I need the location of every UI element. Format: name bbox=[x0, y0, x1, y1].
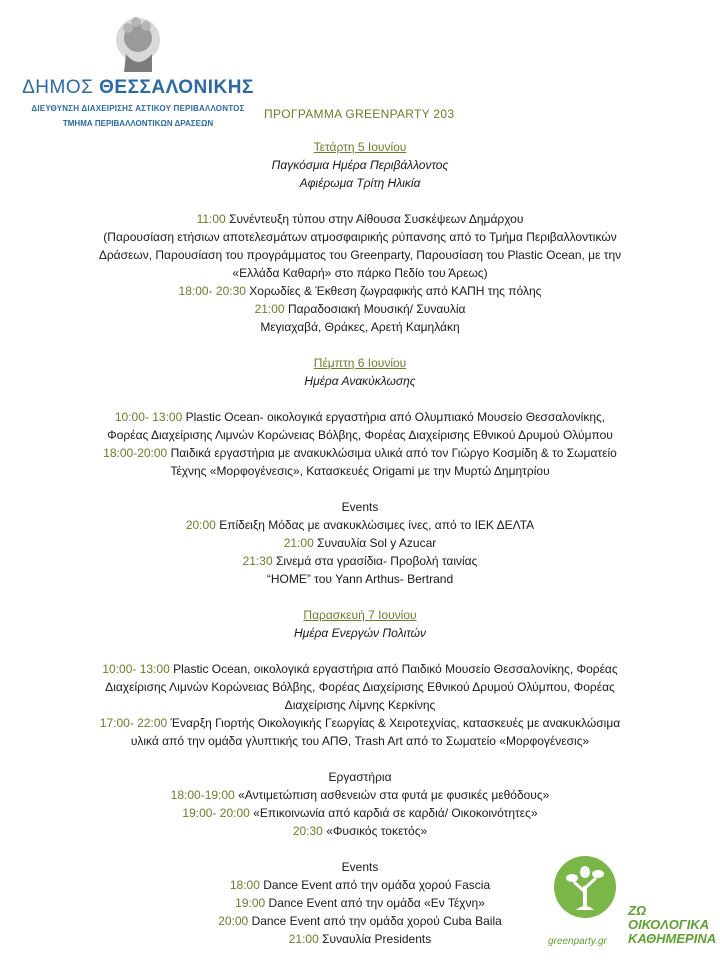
schedule-item: 10:00- 13:00 Plastic Ocean, οικολογικά εργαστήρια από Παιδικό Μουσείο Θεσσαλονίκης, Φορέας bbox=[102, 662, 618, 676]
schedule-text: υλικά από την ομάδα γλυπτικής του ΑΠΘ, Trash Art από το Σωματείο «Μορφογένεσις» bbox=[130, 734, 590, 748]
schedule-text: Δράσεων, Παρουσίαση του προγράμματος του Greenparty, Παρουσίαση του Plastic Ocean, με την bbox=[98, 248, 622, 262]
time-label: 19:00- 20:00 bbox=[182, 806, 250, 820]
schedule-item: 10:00- 13:00 Plastic Ocean- οικολογικά εργαστήρια από Ολυμπιακό Μουσείο Θεσσαλονίκης, bbox=[114, 410, 606, 424]
time-label: 20:00 bbox=[185, 518, 216, 532]
time-label: 21:00 bbox=[283, 536, 314, 550]
schedule-item: 19:00- 20:00 «Επικοινωνία από καρδιά σε καρδιά/ Οικοκοινότητες» bbox=[182, 806, 538, 820]
tree-logo-icon bbox=[554, 856, 616, 918]
schedule-item: 18:00-19:00 «Αντιμετώπιση ασθενειών στα φυτά με φυσικές μεθόδους» bbox=[170, 788, 550, 802]
schedule-item: 21:00 Παραδοσιακή Μουσική/ Συναυλία bbox=[254, 302, 466, 316]
schedule-item: 21:30 Σινεμά στα γρασίδια- Προβολή ταινίας bbox=[242, 554, 478, 568]
time-label: 21:30 bbox=[242, 554, 273, 568]
time-label: 20:00 bbox=[218, 914, 249, 928]
day-subtitle: Ημέρα Ανακύκλωσης bbox=[304, 374, 416, 388]
time-label: 18:00 bbox=[229, 878, 260, 892]
greenparty-logo bbox=[548, 852, 718, 952]
schedule-text: Φορέας Διαχείρισης Λιμνών Κορώνειας Βόλβης, Φορέας Διαχείρισης Εθνικού Δρυμού Ολύμπου bbox=[107, 428, 613, 442]
schedule-text: Τέχνης «Μορφογένεσις», Κατασκευές Origami με την Μυρτώ Δημητρίου bbox=[170, 464, 550, 478]
schedule-item: 20:00 Dance Event από την ομάδα χορού Cuba Baila bbox=[218, 914, 502, 928]
time-label: 21:00 bbox=[254, 302, 285, 316]
workshops-heading: Εργαστήρια bbox=[328, 770, 392, 784]
schedule-text: Διαχείρισης Λίμνης Κερκίνης bbox=[284, 698, 436, 712]
program-title: ΠΡΟΓΡΑΜΜΑ GREENPARTY 203 bbox=[264, 107, 455, 121]
day-heading: Πέμπτη 6 Ιουνίου bbox=[313, 356, 407, 370]
day-subtitle: Ημέρα Ενεργών Πολιτών bbox=[294, 626, 426, 640]
time-label: 18:00-19:00 bbox=[170, 788, 235, 802]
schedule-text: (Παρουσίαση ετήσιων αποτελεσμάτων ατμοσφαιρικής ρύπανσης από το Τμήμα Περιβαλλοντικών bbox=[103, 230, 617, 244]
department-name: ΤΜΗΜΑ ΠΕΡΙΒΑΛΛΟΝΤΙΚΩΝ ΔΡΑΣΕΩΝ bbox=[62, 119, 214, 128]
schedule-item: 21:00 Συναυλία Sol y Azucar bbox=[283, 536, 437, 550]
schedule-text: «Ελλάδα Καθαρή» στο πάρκο Πεδίο του Άρεως) bbox=[232, 266, 488, 280]
time-label: 11:00 bbox=[196, 212, 226, 226]
municipality-logo bbox=[18, 14, 258, 129]
schedule-item: 18:00- 20:30 Χορωδίες & Έκθεση ζωγραφικής από ΚΑΠΗ της πόλης bbox=[178, 284, 542, 298]
directorate-name: ΔΙΕΥΘΥΝΣΗ ΔΙΑΧΕΙΡΙΣΗΣ ΑΣΤΙΚΟΥ ΠΕΡΙΒΑΛΛΟΝΤΟΣ bbox=[31, 104, 245, 113]
brand-slogan: ΖΩ ΟΙΚΟΛΟΓΙΚΑ ΚΑΘΗΜΕΡΙΝΑ bbox=[628, 903, 717, 946]
day-subtitle: Αφιέρωμα Τρίτη Ηλικία bbox=[299, 176, 421, 190]
schedule-item: 20:30 «Φυσικός τοκετός» bbox=[292, 824, 428, 838]
schedule-item: 20:00 Επίδειξη Μόδας με ανακυκλώσιμες ίνες, από το ΙΕΚ ΔΕΛΤΑ bbox=[185, 518, 535, 532]
schedule-text: Διαχείρισης Λιμνών Κορώνειας Βόλβης, Φορέας Διαχείρισης Εθνικού Δρυμού Ολύμπου, Φορέας bbox=[105, 680, 615, 694]
day-heading: Τετάρτη 5 Ιουνίου bbox=[313, 140, 407, 154]
time-label: 10:00- 13:00 bbox=[102, 662, 170, 676]
time-label: 19:00 bbox=[235, 896, 266, 910]
schedule-item: 19:00 Dance Event από την ομάδα «Εν Τέχνη» bbox=[235, 896, 485, 910]
schedule-item: 11:00 Συνέντευξη τύπου στην Αίθουσα Συσκέψεων Δημάρχου bbox=[196, 212, 524, 226]
time-label: 20:30 bbox=[292, 824, 323, 838]
events-heading: Events bbox=[341, 500, 379, 514]
schedule-text: Μεγιαχαβά, Θράκες, Αρετή Καμηλάκη bbox=[260, 320, 460, 334]
municipality-name: ΔΗΜΟΣ ΘΕΣΣΑΛΟΝΙΚΗΣ bbox=[22, 77, 254, 98]
time-label: 10:00- 13:00 bbox=[114, 410, 183, 424]
schedule-text: “HOME” του Yann Arthus- Bertrand bbox=[266, 572, 454, 586]
day-subtitle: Παγκόσμια Ημέρα Περιβάλλοντος bbox=[271, 158, 449, 172]
time-label: 17:00- 22:00 bbox=[99, 716, 168, 730]
events-heading: Events bbox=[341, 860, 379, 874]
time-label: 18:00-20:00 bbox=[103, 446, 168, 460]
schedule-item: 17:00- 22:00 Έναρξη Γιορτής Οικολογικής Γεωργίας & Χειροτεχνίας, κατασκευές με ανακυκλώσιμα bbox=[99, 716, 621, 730]
day-heading: Παρασκευή 7 Ιουνίου bbox=[303, 608, 417, 622]
program-content bbox=[0, 138, 720, 948]
brand-url: greenparty.gr bbox=[548, 936, 607, 947]
schedule-item: 18:00-20:00 Παιδικά εργαστήρια με ανακυκλώσιμα υλικά από τον Γιώργο Κοσμίδη & το Σωματείο bbox=[103, 446, 617, 460]
schedule-item: 18:00 Dance Event από την ομάδα χορού Fascia bbox=[229, 878, 491, 892]
time-label: 18:00- 20:30 bbox=[178, 284, 246, 298]
alexander-bust-icon bbox=[108, 14, 168, 76]
schedule-item: 21:00 Συναυλία Presidents bbox=[288, 932, 432, 946]
time-label: 21:00 bbox=[288, 932, 319, 946]
